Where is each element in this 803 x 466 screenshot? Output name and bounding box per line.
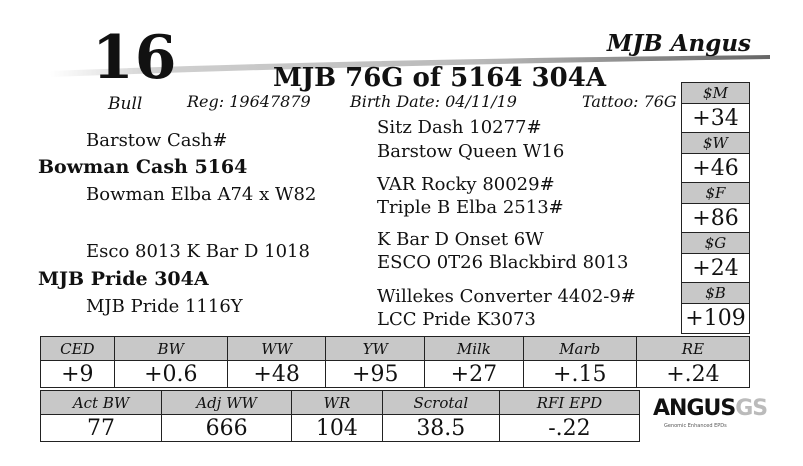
dam-sire-dam: ESCO 0T26 Blackbird 8013: [377, 252, 629, 273]
dv-value: +24: [682, 254, 749, 283]
logo-suffix: GS: [735, 396, 768, 421]
logo-tagline: Genomic Enhanced EPDs: [664, 423, 727, 429]
dam-sire: Esco 8013 K Bar D 1018: [86, 241, 310, 262]
dv-label: $F: [682, 183, 749, 204]
dam: MJB Pride 304A: [38, 268, 209, 290]
performance-header-row: [41, 391, 640, 415]
epd-value-milk: +27: [425, 361, 524, 388]
sire-dam-sire: VAR Rocky 80029#: [377, 174, 555, 195]
sire-dam-dam: Triple B Elba 2513#: [377, 197, 564, 218]
logo-wordmark: ANGUS: [653, 396, 736, 421]
sire-sire: Barstow Cash#: [86, 130, 228, 151]
epd-label-re: RE: [636, 337, 749, 361]
dv-label: $W: [682, 133, 749, 154]
epd-label-ww: WW: [227, 337, 326, 361]
dv-label: $B: [682, 283, 749, 304]
perf-value-adj-ww: 666: [162, 415, 292, 442]
epd-label-marb: Marb: [523, 337, 636, 361]
epd-table-secondary: [40, 390, 640, 442]
epd-value-ced: +9: [41, 361, 115, 388]
dv-label: $G: [682, 233, 749, 254]
epd-value-marb: +.15: [523, 361, 636, 388]
dam-sire-sire: K Bar D Onset 6W: [377, 229, 544, 250]
sire-dam: Bowman Elba A74 x W82: [86, 184, 317, 205]
perf-value-act-bw: 77: [41, 415, 162, 442]
birth-date: Birth Date: 04/11/19: [350, 92, 517, 111]
perf-label-rfi-epd: RFI EPD: [499, 391, 639, 415]
sire-sire-sire: Sitz Dash 10277#: [377, 117, 542, 138]
angus-gs-logo: [653, 396, 767, 421]
sire: Bowman Cash 5164: [38, 156, 248, 178]
dv-value: +46: [682, 154, 749, 183]
lot-class: Bull: [108, 94, 143, 114]
epd-table-primary: [40, 336, 750, 388]
registration-number: Reg: 19647879: [187, 92, 311, 111]
epd-label-yw: YW: [326, 337, 425, 361]
perf-value-rfi-epd: -.22: [499, 415, 639, 442]
ranch-name: MJB Angus: [606, 30, 751, 57]
perf-label-adj-ww: Adj WW: [162, 391, 292, 415]
perf-label-wr: WR: [292, 391, 383, 415]
dv-label: $M: [682, 83, 749, 104]
perf-value-scrotal: 38.5: [382, 415, 499, 442]
dam-dam-dam: LCC Pride K3073: [377, 309, 536, 330]
animal-name: MJB 76G of 5164 304A: [273, 63, 606, 93]
dv-value: +109: [685, 306, 746, 331]
dollar-value-column: [681, 82, 750, 334]
perf-label-act-bw: Act BW: [41, 391, 162, 415]
dam-dam: MJB Pride 1116Y: [86, 296, 243, 317]
epd-value-row: [41, 361, 750, 388]
epd-header-row: [41, 337, 750, 361]
tattoo: Tattoo: 76G: [582, 92, 677, 111]
lot-number: 16: [92, 23, 178, 93]
epd-value-yw: +95: [326, 361, 425, 388]
sire-sire-dam: Barstow Queen W16: [377, 141, 565, 162]
dv-value: +34: [682, 104, 749, 133]
epd-value-ww: +48: [227, 361, 326, 388]
epd-value-re: +.24: [636, 361, 749, 388]
epd-label-bw: BW: [114, 337, 227, 361]
performance-value-row: [41, 415, 640, 442]
epd-label-ced: CED: [41, 337, 115, 361]
dam-dam-sire: Willekes Converter 4402-9#: [377, 286, 636, 307]
perf-value-wr: 104: [292, 415, 383, 442]
epd-label-milk: Milk: [425, 337, 524, 361]
dv-value: +86: [682, 204, 749, 233]
perf-label-scrotal: Scrotal: [382, 391, 499, 415]
epd-value-bw: +0.6: [114, 361, 227, 388]
